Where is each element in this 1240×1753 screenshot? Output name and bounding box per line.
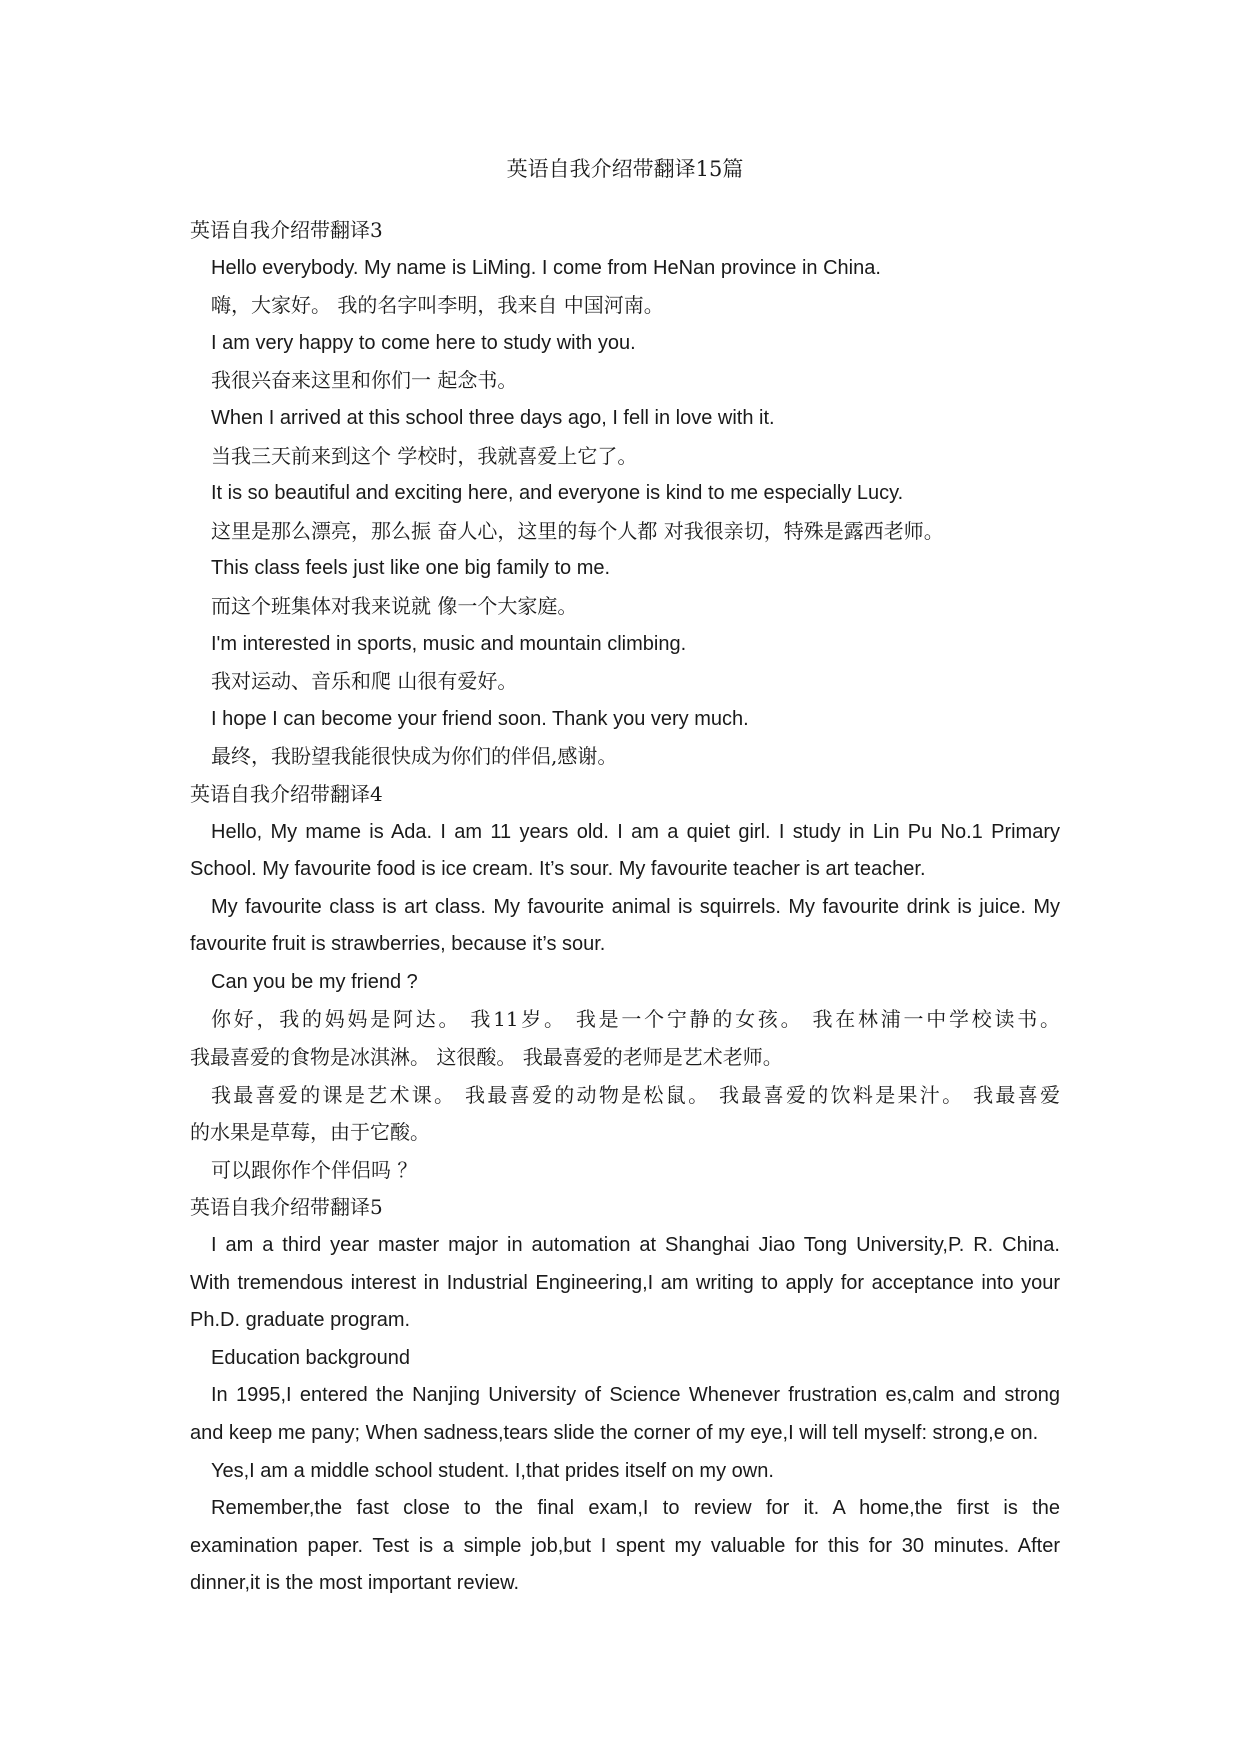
paragraph-line: School. My favourite food is ice cream. It’s sour. My favourite teacher is art teacher. (190, 858, 926, 881)
paragraph-line: Hello everybody. My name is LiMing. I come from HeNan province in China. (211, 256, 881, 279)
paragraph-line: 当我三天前来到这个 学校时，我就喜爱上它了。 (211, 443, 638, 468)
paragraph-line: 可以跟你作个伴侣吗 ？ (211, 1157, 418, 1182)
paragraph-line: When I arrived at this school three days ago, I fell in love with it. (211, 406, 775, 429)
paragraph-line: 最终，我盼望我能很快成为你们的伴侣,感谢。 (211, 744, 618, 769)
paragraph-line: I am a third year master major in automation at Shanghai Jiao Tong University,P. R. China. (211, 1234, 1060, 1257)
paragraph-line: Education background (211, 1346, 411, 1369)
paragraph-line: In 1995,I entered the Nanjing University of Science Whenever frustration es,calm and strong (211, 1384, 1060, 1407)
paragraph-line: 嗨，大家好。 我的名字叫李明，我来自 中国河南。 (211, 293, 664, 318)
paragraph-line: and keep me pany; When sadness,tears slide the corner of my eye,I will tell myself: strong,e on. (190, 1422, 1039, 1444)
paragraph-line: 你好，我的妈妈是阿达。 我11岁。 我是一个宁静的女孩。 我在林浦一中学校读书。 (211, 1007, 1060, 1032)
paragraph-line: Can you be my friend ? (211, 970, 418, 993)
paragraph-line: Yes,I am a middle school student. I,that prides itself on my own. (211, 1459, 774, 1482)
paragraph-line: 我很兴奋来这里和你们一 起念书。 (211, 368, 518, 393)
document-title: 英语自我介绍带翻译15篇 (506, 157, 744, 181)
section-heading: 英语自我介绍带翻译4 (190, 781, 383, 806)
paragraph-line: I'm interested in sports, music and mountain climbing. (211, 632, 687, 655)
section-heading: 英语自我介绍带翻译5 (190, 1195, 383, 1220)
paragraph-line: Ph.D. graduate program. (190, 1309, 411, 1332)
paragraph-line: 这里是那么漂亮，那么振 奋人心，这里的每个人都 对我很亲切，特殊是露西老师。 (211, 518, 944, 543)
paragraph-line: 我对运动、音乐和爬 山很有爱好。 (211, 669, 518, 694)
paragraph-line: dinner,it is the most important review. (190, 1572, 520, 1595)
paragraph-line: I am very happy to come here to study with you. (211, 331, 636, 354)
paragraph-line: Remember,the fast close to the final exam,I to review for it. A home,the first is the (211, 1497, 1060, 1520)
document-body (190, 212, 1060, 1603)
paragraph-line: favourite fruit is strawberries, because it’s sour. (190, 933, 606, 956)
paragraph-line: It is so beautiful and exciting here, and everyone is kind to me especially Lucy. (211, 482, 904, 505)
paragraph-line: 我最喜爱的食物是冰淇淋。 这很酸。 我最喜爱的老师是艺术老师。 (190, 1045, 783, 1070)
paragraph-line: 的水果是草莓，由于它酸。 (190, 1120, 430, 1145)
paragraph-line: Hello, My mame is Ada. I am 11 years old. I am a quiet girl. I study in Lin Pu No.1 Primary (211, 820, 1060, 843)
section-heading: 英语自我介绍带翻译3 (190, 218, 383, 242)
paragraph-line: With tremendous interest in Industrial Engineering,I am writing to apply for acceptance into your (190, 1271, 1060, 1294)
paragraph-line: 我最喜爱的课是艺术课。 我最喜爱的动物是松鼠。 我最喜爱的饮料是果汁。 我最喜爱 (211, 1082, 1060, 1107)
paragraph-line: I hope I can become your friend soon. Thank you very much. (211, 707, 749, 730)
paragraph-line: My favourite class is art class. My favourite animal is squirrels. My favourite drink is juice. My (211, 895, 1060, 918)
paragraph-line: This class feels just like one big family to me. (211, 557, 611, 580)
paragraph-line: examination paper. Test is a simple job,but I spent my valuable for this for 30 minutes. After (190, 1534, 1060, 1557)
paragraph-line: 而这个班集体对我来说就 像一个大家庭。 (211, 593, 578, 618)
